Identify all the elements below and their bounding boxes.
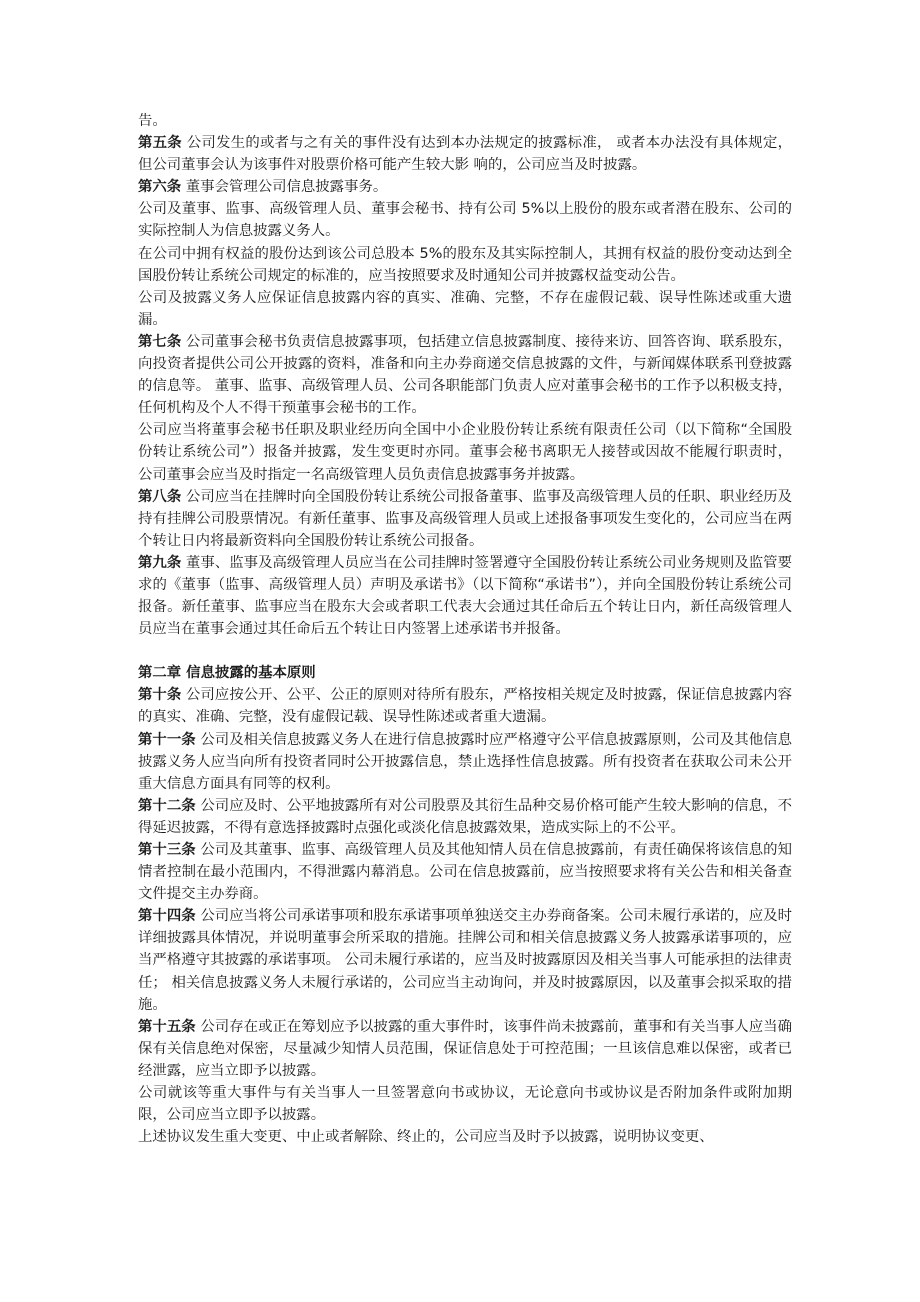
document-body (138, 110, 792, 1148)
paragraph (138, 331, 792, 419)
paragraph (138, 839, 792, 905)
paragraph-text: 在公司中拥有权益的股份达到该公司总股本 5%的股东及其实际控制人，其拥有权益的股份变动达到全国股份转让系统公司规定的标准的，应当按照要求及时通知公司并披露权益变动公告。 (138, 245, 792, 284)
paragraph (138, 486, 792, 552)
paragraph (138, 552, 792, 640)
paragraph (138, 1016, 792, 1082)
paragraph-text: 公司存在或正在筹划应予以披露的重大事件时，该事件尚未披露前，董事和有关当事人应当确保有关信息绝对保密，尽量减少知情人员范围，保证信息处于可控范围；一旦该信息难以保密，或者已经泄露，应当立即予以披露。 (138, 1018, 792, 1079)
paragraph-text: 公司应及时、公平地披露所有对公司股票及其衍生品种交易价格可能产生较大影响的信息，不得延迟披露，不得有意选择披露时点强化或淡化信息披露效果，造成实际上的不公平。 (138, 797, 792, 836)
article-number: 第九条 (138, 554, 182, 571)
paragraph (138, 419, 792, 485)
paragraph (138, 132, 792, 176)
paragraph-text: 上述协议发生重大变更、中止或者解除、终止的，公司应当及时予以披露，说明协议变更、 (138, 1129, 714, 1146)
paragraph-text: 公司及披露义务人应保证信息披露内容的真实、准确、完整，不存在虚假记载、误导性陈述或重大遗漏。 (138, 289, 792, 328)
paragraph (138, 243, 792, 287)
paragraph-text: 董事会管理公司信息披露事务。 (181, 179, 388, 196)
paragraph-text: 公司就该等重大事件与有关当事人一旦签署意向书或协议，无论意向书或协议是否附加条件或附加期限，公司应当立即予以披露。 (138, 1085, 792, 1124)
paragraph (138, 110, 792, 132)
article-number: 第六条 (138, 179, 182, 196)
article-number: 第十三条 (138, 842, 196, 858)
paragraph (138, 684, 792, 728)
paragraph-text: 公司及董事、监事、高级管理人员、董事会秘书、持有公司 5%以上股份的股东或者潜在股东、公司的实际控制人为信息披露义务人。 (138, 201, 792, 240)
chapter-heading (138, 662, 792, 684)
paragraph-text: 公司应当将公司承诺事项和股东承诺事项单独送交主办券商备案。公司未履行承诺的，应及时详细披露具体情况，并说明董事会所采取的措施。挂牌公司和相关信息披露义务人披露承诺事项的，应当严格遵守其披露的承诺事项。 公司未履行承诺的，应当及时披露原因及相关当事人可能承担的法律责任； 相关信息披露义务人未履行承诺的，公司应当主动询问，并及时披露原因，以及董事会拟采取的措施。 (138, 908, 792, 1013)
article-number: 第八条 (138, 488, 182, 505)
article-number: 第十二条 (138, 797, 196, 814)
paragraph (138, 795, 792, 839)
article-number: 第五条 (138, 135, 182, 152)
article-number: 第十一条 (138, 731, 196, 748)
paragraph-text: 公司及其董事、监事、高级管理人员及其他知情人员在信息披露前，有责任确保将该信息的知情者控制在最小范围内，不得泄露内幕消息。公司在信息披露前，应当按照要求将有关公告和相关备查文件提交主办券商。 (138, 842, 792, 903)
paragraph-text: 公司应当在挂牌时向全国股份转让系统公司报备董事、监事及高级管理人员的任职、职业经历及持有挂牌公司股票情况。有新任董事、监事及高级管理人员或上述报备事项发生变化的，公司应当在两个转让日内将最新资料向全国股份转让系统公司报备。 (138, 488, 792, 549)
paragraph-text: 公司及相关信息披露义务人在进行信息披露时应严格遵守公平信息披露原则，公司及其他信息披露义务人应当向所有投资者同时公开披露信息，禁止选择性信息披露。所有投资者在获取公司未公开重大信息方面具有同等的权利。 (138, 731, 792, 792)
paragraph-text: 公司应按公开、公平、公正的原则对待所有股东，严格按相关规定及时披露，保证信息披露内容的真实、准确、完整，没有虚假记载、误导性陈述或者重大遗漏。 (138, 687, 792, 726)
paragraph (138, 1126, 792, 1148)
paragraph (138, 287, 792, 331)
paragraph (138, 905, 792, 1015)
paragraph-text: 公司应当将董事会秘书任职及职业经历向全国中小企业股份转让系统有限责任公司（以下简称“全国股份转让系统公司”）报备并披露，发生变更时亦同。董事会秘书离职无人接替或因故不能履行职责时，公司董事会应当及时指定一名高级管理人员负责信息披露事务并披露。 (138, 422, 792, 483)
article-number: 第七条 (138, 333, 182, 350)
article-number: 第十条 (138, 687, 182, 704)
paragraph-text: 告。 (138, 113, 167, 129)
paragraph (138, 729, 792, 795)
chapter-title: 第二章 信息披露的基本原则 (138, 665, 316, 682)
paragraph-text: 董事、监事及高级管理人员应当在公司挂牌时签署遵守全国股份转让系统公司业务规则及监管要求的《董事（监事、高级管理人员）声明及承诺书》（以下简称“承诺书”），并向全国股份转让系统公司报备。新任董事、监事应当在股东大会或者职工代表大会通过其任命后五个转让日内，新任高级管理人员应当在董事会通过其任命后五个转让日内签署上述承诺书并报备。 (138, 554, 792, 638)
paragraph-gap (138, 640, 792, 662)
paragraph (138, 1082, 792, 1126)
paragraph-text: 公司董事会秘书负责信息披露事项，包括建立信息披露制度、接待来访、回答咨询、联系股东，向投资者提供公司公开披露的资料，准备和向主办券商递交信息披露的文件，与新闻媒体联系刊登披露的信息等。 董事、监事、高级管理人员、公司各职能部门负责人应对董事会秘书的工作予以积极支持，任何机构及个人不得干预董事会秘书的工作。 (138, 333, 792, 417)
paragraph-text: 公司发生的或者与之有关的事件没有达到本办法规定的披露标准， 或者本办法没有具体规定，但公司董事会认为该事件对股票价格可能产生较大影 响的，公司应当及时披露。 (138, 135, 792, 174)
paragraph (138, 176, 792, 198)
article-number: 第十四条 (138, 908, 196, 925)
article-number: 第十五条 (138, 1018, 196, 1035)
paragraph (138, 198, 792, 242)
